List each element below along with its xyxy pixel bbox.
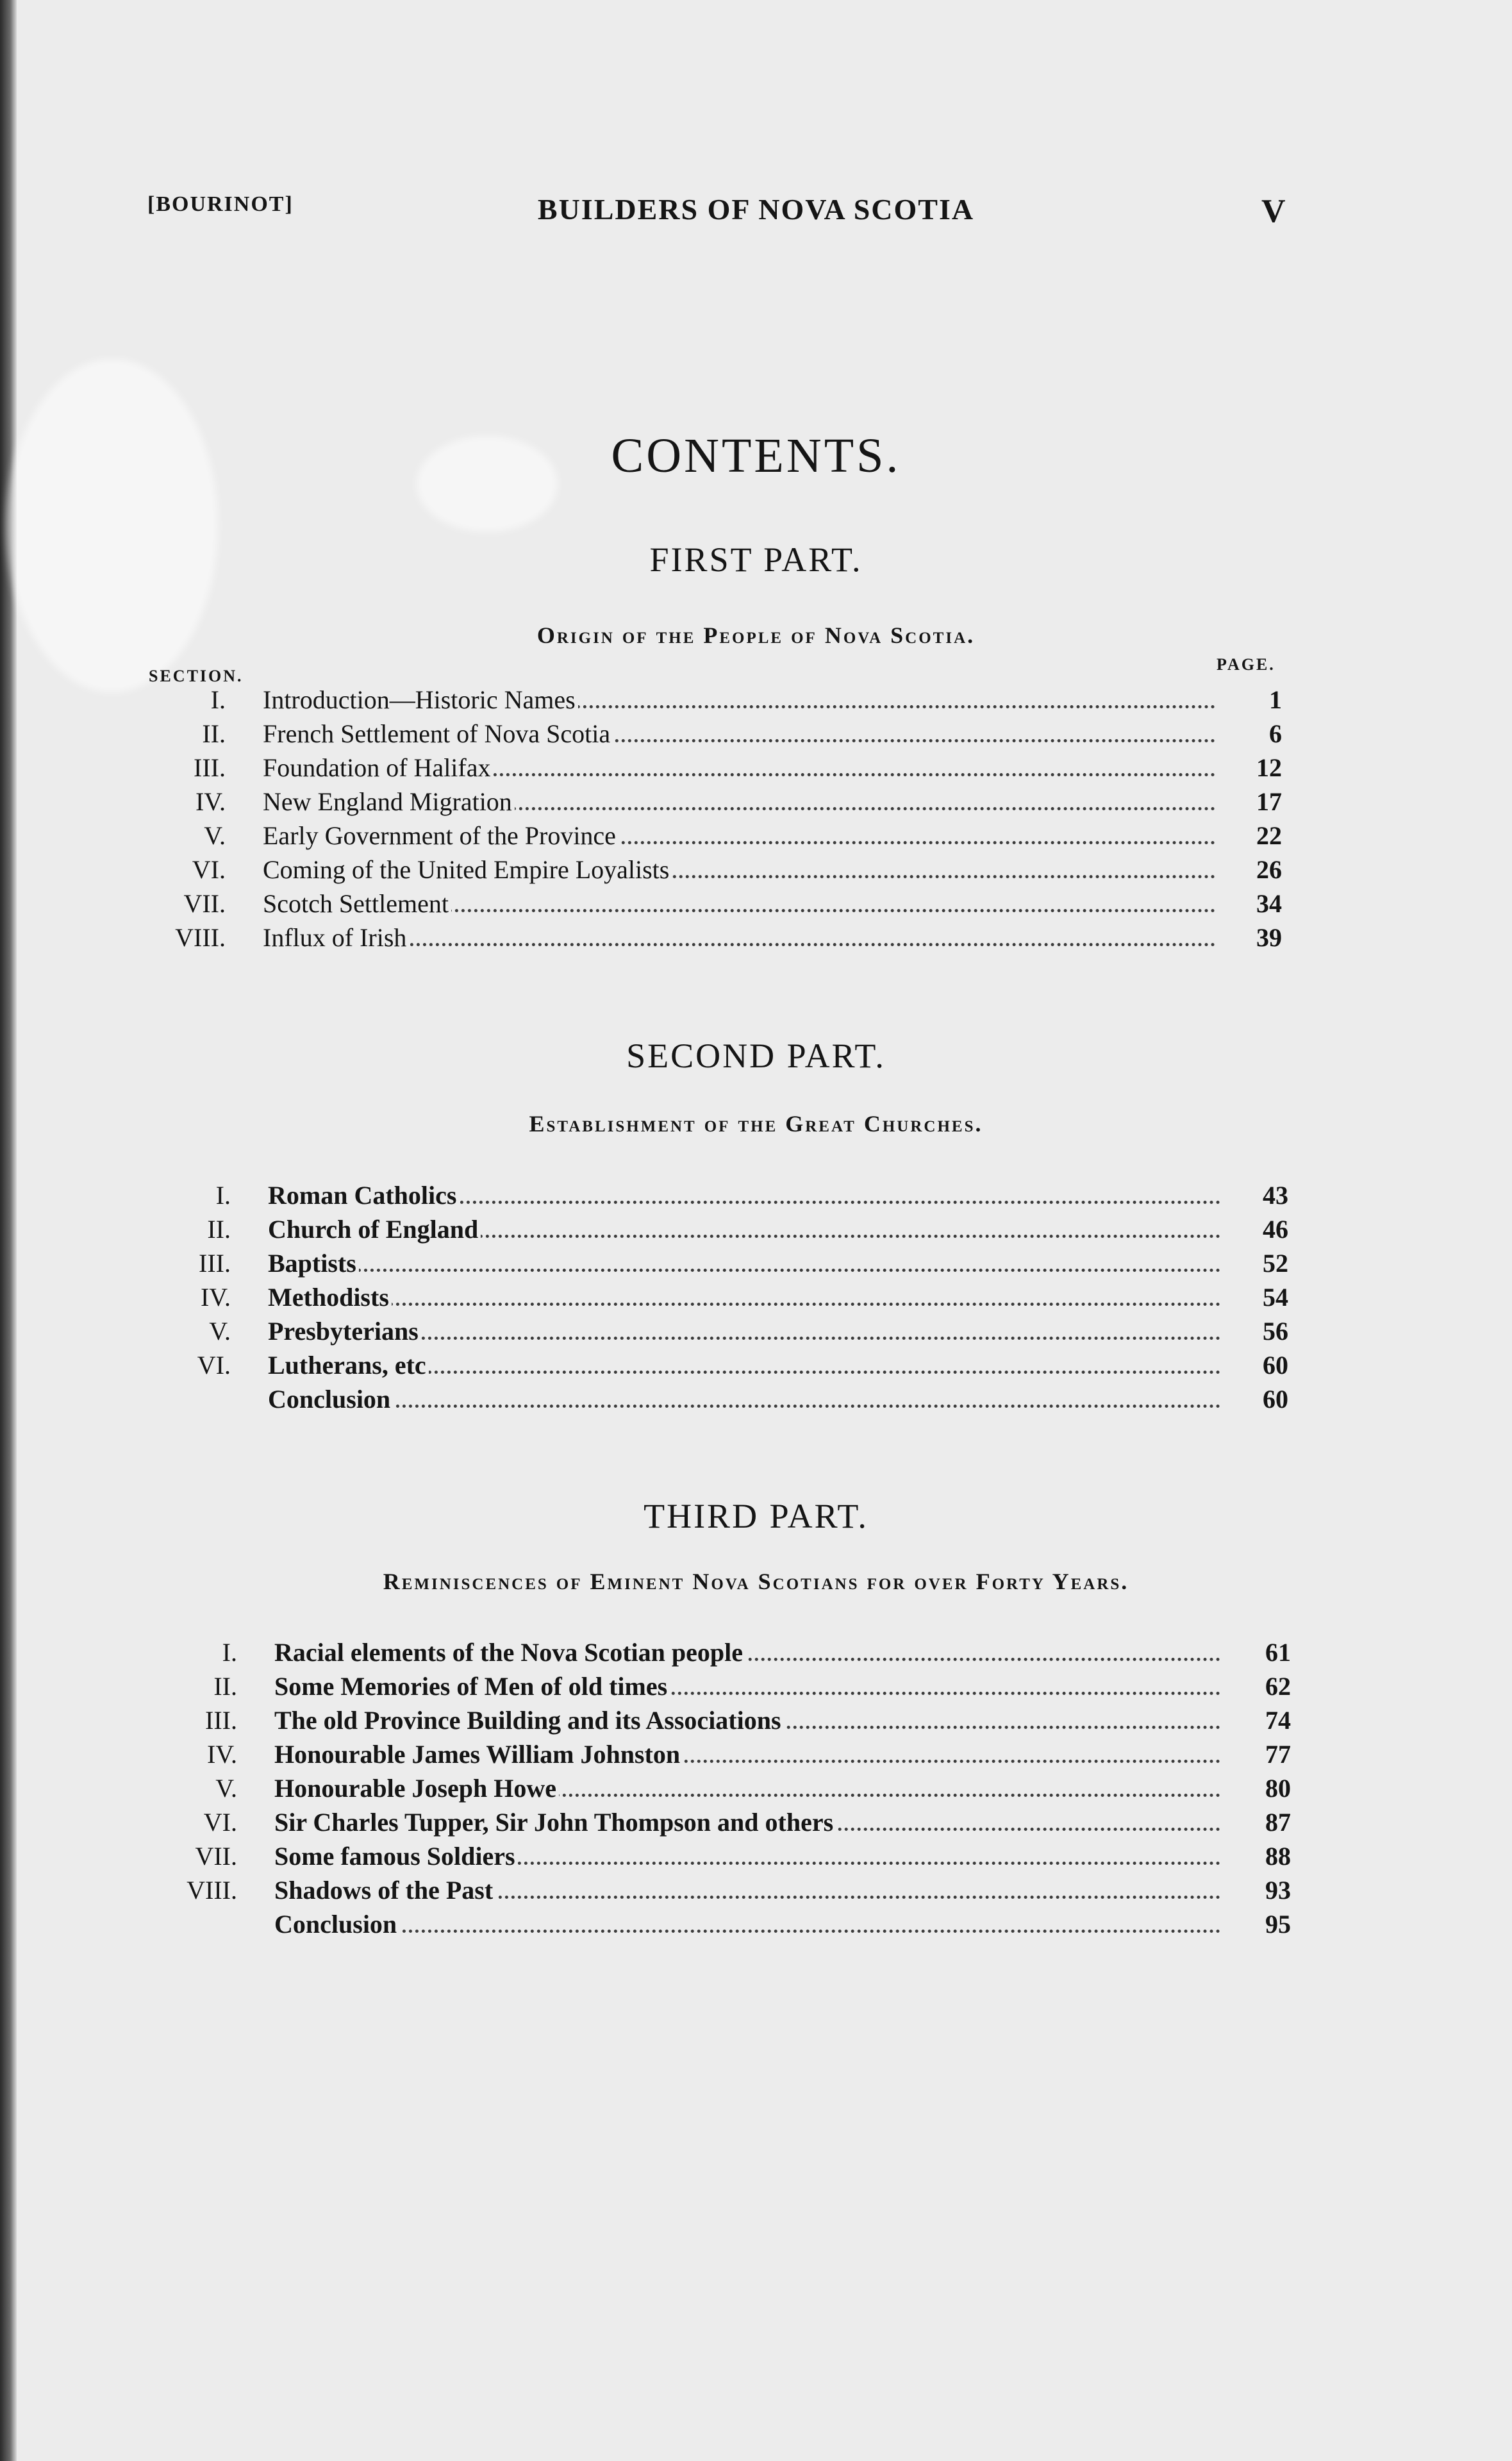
part-subheading: Origin of the People of Nova Scotia. [536,622,976,648]
section-number: I. [215,1181,231,1210]
entry-title: Honourable Joseph Howe [274,1774,559,1803]
toc-entry [215,1178,1288,1213]
toc-entry [207,1212,1288,1247]
toc-entry [206,1737,1291,1772]
page-number: 62 [1265,1672,1291,1701]
section-number: I. [210,685,226,714]
dot-leader [268,1405,1220,1408]
section-number: IV. [206,1740,237,1769]
entry-title: Coming of the United Empire Loyalists [263,855,672,884]
section-number: IV. [200,1283,231,1312]
page-numeral: V [1261,193,1287,229]
toc-entry [209,1314,1288,1349]
toc-entry [200,1280,1288,1315]
page-number: 17 [1256,787,1282,816]
dot-leader [268,1269,1220,1272]
section-number: III. [194,753,226,782]
entry-title: Lutherans, etc [268,1351,429,1380]
page-number: 52 [1263,1249,1288,1278]
entry-title: French Settlement of Nova Scotia [263,719,613,748]
contents-title: CONTENTS. [611,429,901,483]
entry-title: Influx of Irish [263,923,409,952]
toc-entry [195,785,1282,819]
toc-entry [194,751,1282,785]
section-number: III. [205,1706,237,1735]
page-number: 22 [1256,821,1282,850]
section-number: V. [204,821,226,850]
toc-entry [203,1805,1291,1840]
entry-title: Methodists [268,1283,392,1312]
section-number: III. [199,1249,231,1278]
entry-title: Presbyterians [268,1317,421,1346]
section-number: VI. [192,855,226,884]
section-number: VIII. [187,1876,237,1905]
toc-entry [268,1382,1288,1417]
page-number: 1 [1269,685,1282,714]
toc-entry [205,1703,1291,1738]
entry-title: Sir Charles Tupper, Sir John Thompson and others [274,1808,836,1837]
page-column-label: PAGE. [1217,655,1275,674]
toc-entry [175,921,1282,955]
toc-entry [195,1839,1291,1874]
page-number: 93 [1265,1876,1291,1905]
dot-leader [268,1303,1220,1306]
dot-leader [274,1930,1220,1933]
page-number: 61 [1265,1638,1291,1667]
part-heading: FIRST PART. [649,540,863,579]
page-number: 87 [1265,1808,1291,1837]
entry-title: Conclusion [274,1910,399,1939]
entry-title: Scotch Settlement [263,889,451,918]
toc-entry [215,1771,1291,1806]
running-head-author: [BOURINOT] [147,192,294,216]
section-number: V. [209,1317,231,1346]
part-heading: THIRD PART. [644,1497,868,1535]
page-number: 80 [1265,1774,1291,1803]
section-number: II. [213,1672,237,1701]
entry-title: Baptists [268,1249,359,1278]
section-number: VIII. [175,923,226,952]
toc-entry [222,1635,1291,1670]
section-number: II. [202,719,226,748]
page-number: 46 [1263,1215,1288,1244]
entry-title: Some famous Soldiers [274,1842,518,1871]
page-number: 95 [1265,1910,1291,1939]
toc-entry [210,683,1282,717]
toc-entry [274,1907,1291,1942]
section-number: VII. [183,889,226,918]
section-number: V. [215,1774,237,1803]
part-subheading: Reminiscences of Eminent Nova Scotians for over Forty Years. [383,1569,1129,1594]
entry-title: Racial elements of the Nova Scotian people [274,1638,745,1667]
toc-entry [202,717,1282,751]
page-number: 34 [1256,889,1282,918]
page-number: 60 [1263,1385,1288,1414]
page-number: 39 [1256,923,1282,952]
section-number: VII. [195,1842,237,1871]
part-heading: SECOND PART. [626,1037,886,1075]
section-number: II. [207,1215,231,1244]
page-number: 6 [1269,719,1282,748]
page-number: 77 [1265,1740,1291,1769]
toc-entry [199,1246,1288,1281]
entry-title: Some Memories of Men of old times [274,1672,670,1701]
entry-title: Church of England [268,1215,481,1244]
page-number: 26 [1256,855,1282,884]
entry-title: Conclusion [268,1385,393,1414]
toc-entry [187,1873,1291,1908]
entry-title: Foundation of Halifax [263,753,494,782]
running-head-title: BUILDERS OF NOVA SCOTIA [537,193,975,226]
toc-entry [213,1669,1291,1704]
toc-entry [204,819,1282,853]
entry-title: Roman Catholics [268,1181,459,1210]
section-column-label: SECTION. [149,667,244,685]
page-number: 43 [1263,1181,1288,1210]
page-edge-shadow [0,0,17,2461]
page-number: 12 [1256,753,1282,782]
entry-title: The old Province Building and its Associations [274,1706,784,1735]
entry-title: New England Migration [263,787,515,816]
page-number: 60 [1263,1351,1288,1380]
entry-title: Introduction—Historic Names [263,685,578,714]
section-number: IV. [195,787,226,816]
entry-title: Early Government of the Province [263,821,619,850]
entry-title: Shadows of the Past [274,1876,495,1905]
part-subheading: Establishment of the Great Churches. [529,1111,983,1137]
toc-entry [192,853,1282,887]
toc-entry [197,1348,1288,1383]
page-number: 88 [1265,1842,1291,1871]
toc-entry [183,887,1282,921]
page-number: 74 [1265,1706,1291,1735]
entry-title: Honourable James William Johnston [274,1740,683,1769]
section-number: VI. [203,1808,237,1837]
section-number: VI. [197,1351,231,1380]
page-number: 56 [1263,1317,1288,1346]
section-number: I. [222,1638,237,1667]
page-number: 54 [1263,1283,1288,1312]
